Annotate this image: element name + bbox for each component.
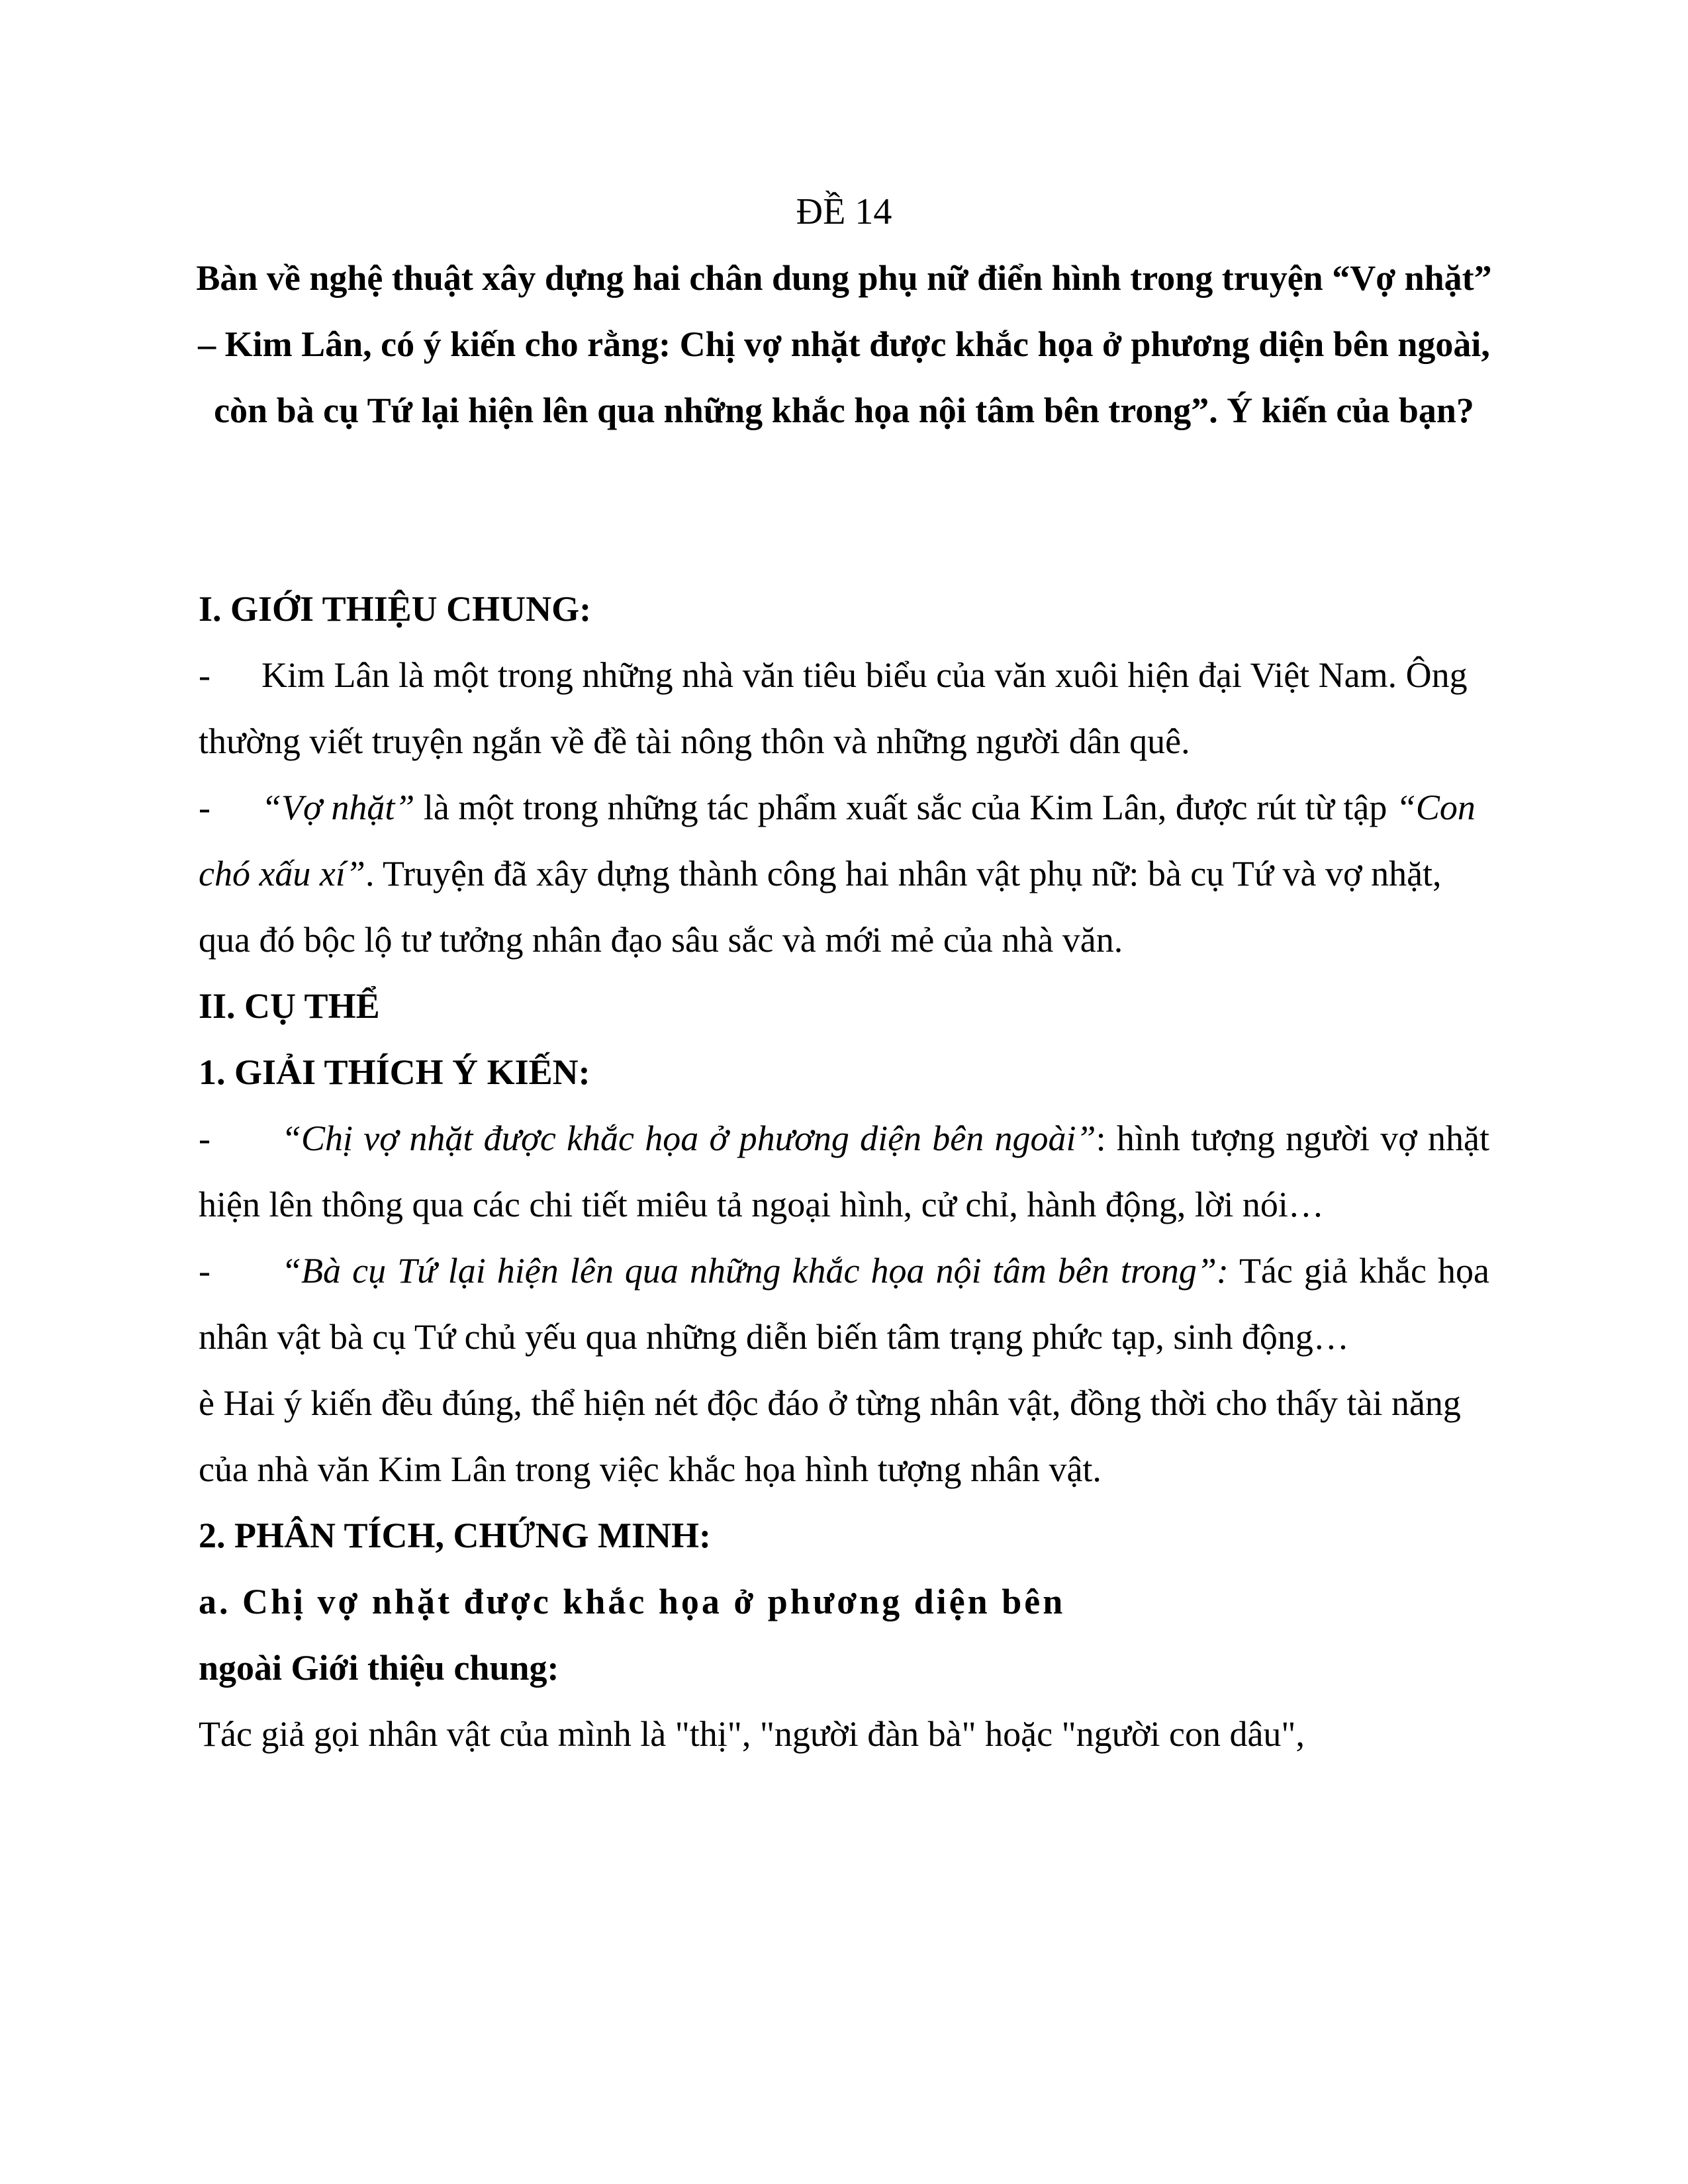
- collection-title: “Con chó xấu xí”: [199, 788, 1476, 893]
- exam-question: Bàn về nghệ thuật xây dựng hai chân dung phụ nữ điển hình trong truyện “Vợ nhặt” – Kim Lân, có ý kiến cho rằng: Chị vợ nhặt được khắc họa ở phương diện bên ngoài, còn bà cụ Tứ lại hiện lên qua những khắc họa nội tâm bên trong”. Ý kiến của bạn?: [196, 258, 1492, 430]
- subsection-1-conclusion: è Hai ý kiến đều đúng, thể hiện nét độc đáo ở từng nhân vật, đồng thời cho thấy tài năng của nhà văn Kim Lân trong việc khắc họa hình tượng nhân vật.: [199, 1383, 1461, 1489]
- list-dash: -: [199, 1118, 211, 1158]
- subsection-1-item-1-text: : hình tượng người vợ nhặt hiện lên thông qua các chi tiết miêu tả ngoại hình, cử chỉ, hành động, lời nói…: [199, 1118, 1489, 1224]
- work-title: “Vợ nhặt”: [261, 788, 415, 827]
- list-dash: -: [199, 1251, 211, 1291]
- document-body: [199, 576, 1489, 1767]
- subsection-1-heading: 1. GIẢI THÍCH Ý KIẾN:: [199, 1052, 590, 1092]
- section-1-item-2-text-1: là một trong những tác phẩm xuất sắc của Kim Lân, được rút từ tập: [414, 788, 1396, 827]
- list-dash: -: [199, 655, 211, 695]
- section-1-item-1-text: Kim Lân là một trong những nhà văn tiêu biểu của văn xuôi hiện đại Việt Nam. Ông thường viết truyện ngắn về đề tài nông thôn và những người dân quê.: [199, 655, 1468, 761]
- point-a-heading-line-2: ngoài Giới thiệu chung:: [199, 1648, 559, 1688]
- section-1-heading: I. GIỚI THIỆU CHUNG:: [199, 589, 592, 629]
- section-1-item-2: [199, 774, 1489, 973]
- point-a-paragraph: Tác giả gọi nhân vật của mình là "thị", "người đàn bà" hoặc "người con dâu",: [199, 1714, 1305, 1754]
- subsection-1-item-2: [199, 1238, 1489, 1370]
- exam-number-title: ĐỀ 14: [796, 191, 892, 232]
- point-a-heading-line-1: a. Chị vợ nhặt được khắc họa ở phương diện bên: [199, 1582, 1066, 1621]
- subsection-1-item-2-text: Tác giả khắc họa nhân vật bà cụ Tứ chủ yếu qua những diễn biến tâm trạng phức tạp, sinh động…: [199, 1251, 1489, 1357]
- quoted-opinion-2: “Bà cụ Tứ lại hiện lên qua những khắc họa nội tâm bên trong”:: [281, 1251, 1229, 1291]
- section-1-item-1: [199, 642, 1489, 774]
- section-2-heading: II. CỤ THỂ: [199, 986, 380, 1026]
- list-dash: -: [199, 788, 211, 827]
- subsection-1-item-1: [199, 1105, 1489, 1238]
- section-1-item-2-text-2: . Truyện đã xây dựng thành công hai nhân vật phụ nữ: bà cụ Tứ và vợ nhặt, qua đó bộc lộ tư tưởng nhân đạo sâu sắc và mới mẻ của nhà văn.: [199, 854, 1442, 960]
- quoted-opinion-1: “Chị vợ nhặt được khắc họa ở phương diện bên ngoài”: [281, 1118, 1096, 1158]
- subsection-2-heading: 2. PHÂN TÍCH, CHỨNG MINH:: [199, 1516, 711, 1555]
